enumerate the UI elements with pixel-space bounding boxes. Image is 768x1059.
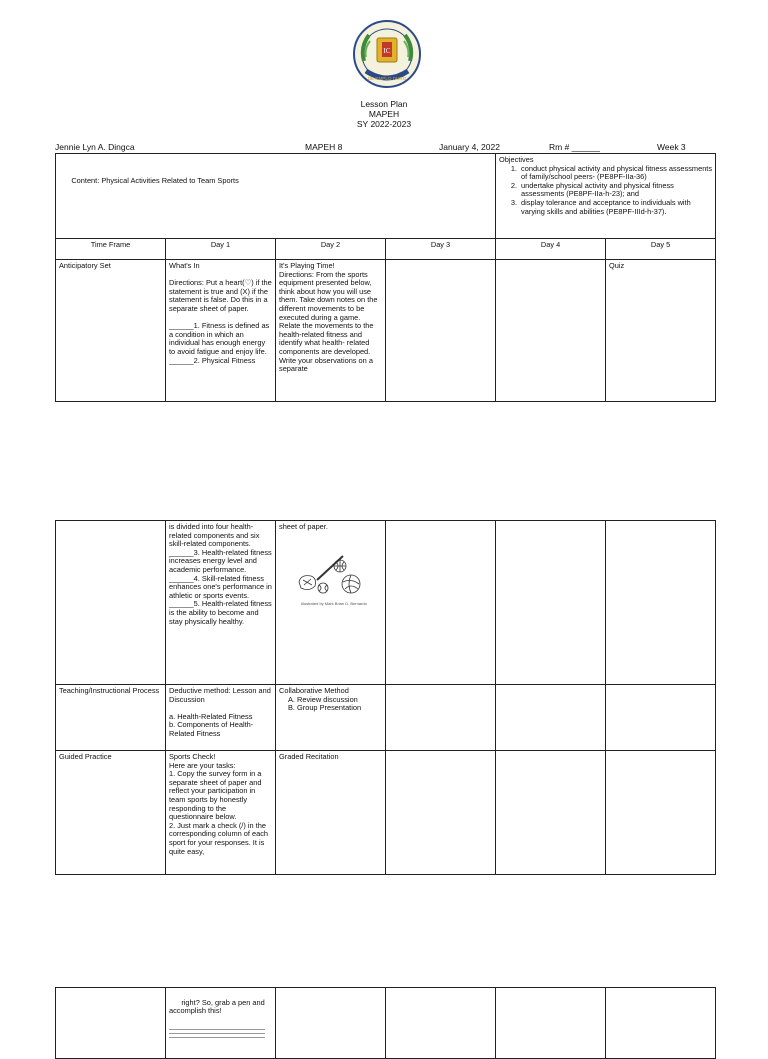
objectives-cell	[496, 154, 716, 239]
day4-guided-cell	[496, 751, 606, 875]
day5-continued-cell	[606, 988, 716, 1059]
svg-text:IC: IC	[383, 47, 391, 55]
teaching-method-item: B. Group Presentation	[297, 704, 382, 713]
row-label-guided-practice: Guided Practice	[56, 751, 166, 875]
day3-continued-cell	[386, 521, 496, 685]
teacher-name: Jennie Lyn A. Dingca	[55, 142, 135, 152]
day1-teaching-cell: Deductive method: Lesson and Discussion a. Health-Related Fitness b. Components of Health-Related Fitness	[166, 685, 276, 751]
day1-continued-cell: is divided into four health-related components and six skill-related components. ______3. Health-related fitness increases energy level and academic performance. ______4. Skill-related fitness enhances one's performance in athletic or sports events. ______5. Health-related fitness is the ability to become and stay physically healthy.	[166, 521, 276, 685]
column-header-day5: Day 5	[606, 239, 716, 260]
row-label-continued	[56, 988, 166, 1059]
column-header-day3: Day 3	[386, 239, 496, 260]
survey-form-lines	[169, 1026, 272, 1038]
room-number: Rm # ______	[549, 142, 601, 152]
objective-item: 1. conduct physical activity and physical fitness assessments of family/school peers- (PE8PF-IIa-36)	[519, 165, 712, 182]
row-label-continued	[56, 521, 166, 685]
day3-anticipatory-cell	[386, 260, 496, 402]
row-label-anticipatory-set: Anticipatory Set	[56, 260, 166, 402]
objectives-label: Objectives	[499, 155, 534, 164]
day3-guided-cell	[386, 751, 496, 875]
teaching-method-list	[279, 696, 382, 713]
day2-guided-cell: Graded Recitation	[276, 751, 386, 875]
day2-teaching-cell	[276, 685, 386, 751]
day4-continued-cell	[496, 988, 606, 1059]
svg-text:DE EMPLO DURO: DE EMPLO DURO	[367, 76, 407, 81]
day5-continued-cell	[606, 521, 716, 685]
column-header-day4: Day 4	[496, 239, 606, 260]
lesson-plan-table-page2	[55, 520, 716, 875]
day5-anticipatory-cell: Quiz	[606, 260, 716, 402]
doc-title-line3: SY 2022-2023	[356, 119, 412, 129]
lesson-plan-table-page3	[55, 987, 716, 1059]
sports-equipment-illustration	[295, 552, 365, 600]
doc-title-line1: Lesson Plan	[360, 99, 408, 109]
week-number: Week 3	[657, 142, 686, 152]
day2-anticipatory-cell: It's Playing Time! Directions: From the sports equipment presented below, think about how you will use them. Take down notes on the different movements to be executed during a game. Relate the movements to the health-related fitness and identify what health- related components are developed. Write your observations on a separate	[276, 260, 386, 402]
day5-teaching-cell	[606, 685, 716, 751]
column-header-time-frame: Time Frame	[56, 239, 166, 260]
objectives-list	[499, 165, 712, 217]
day2-continued-cell	[276, 521, 386, 685]
day1-continued-text: right? So, grab a pen and accomplish this!	[169, 997, 267, 1016]
day4-anticipatory-cell	[496, 260, 606, 402]
column-header-day1: Day 1	[166, 239, 276, 260]
objective-item: 3. display tolerance and acceptance to individuals with varying skills and abilities (PE8PF-IIId-h-37).	[519, 199, 712, 216]
day1-guided-cell: Sports Check! Here are your tasks: 1. Copy the survey form in a separate sheet of paper and reflect your participation in team sports by honestly responding to the questionnaire below. 2. Just mark a check (/) in the corresponding column of each sport for your responses. It is quite easy,	[166, 751, 276, 875]
content-text: Content: Physical Activities Related to Team Sports	[71, 175, 239, 185]
teaching-method-item: A. Review discussion	[297, 696, 382, 705]
illustration-caption: Illustrated by Mark Brian D. Bernardo	[301, 600, 367, 606]
subject-name: MAPEH 8	[305, 142, 343, 152]
lesson-date: January 4, 2022	[439, 142, 500, 152]
doc-title-line2: MAPEH	[368, 109, 400, 119]
objective-item: 2. undertake physical activity and physical fitness assessments (PE8PF-IIa-h-23); and	[519, 182, 712, 199]
day2-continued-cell	[276, 988, 386, 1059]
school-seal-logo	[352, 19, 422, 89]
day4-continued-cell	[496, 521, 606, 685]
row-label-teaching-process: Teaching/Instructional Process	[56, 685, 166, 751]
teaching-method-title: Collaborative Method	[279, 686, 349, 695]
day1-anticipatory-cell: What's In Directions: Put a heart(♡) if the statement is true and (X) if the statement is false. Do this in a separate sheet of paper. ______1. Fitness is defined as a condition in which an individual has enough energy to avoid fatigue and enjoy life. ______2. Physical Fitness	[166, 260, 276, 402]
day4-teaching-cell	[496, 685, 606, 751]
day5-guided-cell	[606, 751, 716, 875]
day3-continued-cell	[386, 988, 496, 1059]
column-header-day2: Day 2	[276, 239, 386, 260]
day1-continued-cell	[166, 988, 276, 1059]
day3-teaching-cell	[386, 685, 496, 751]
day2-continued-text: sheet of paper.	[279, 522, 328, 531]
lesson-plan-table-page1	[55, 153, 716, 402]
content-cell	[56, 154, 496, 239]
